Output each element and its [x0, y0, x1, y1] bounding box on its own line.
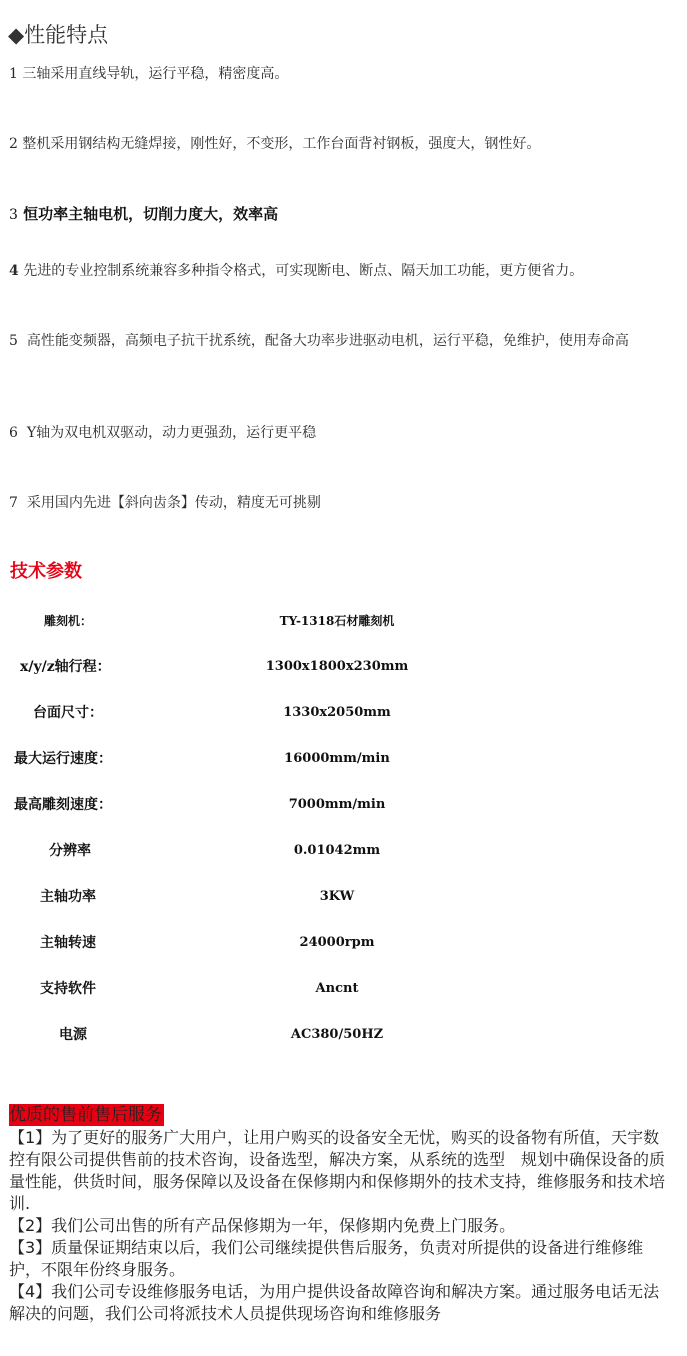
param-row	[0, 977, 687, 1001]
feature-item-7	[9, 492, 669, 514]
param-row	[0, 701, 687, 725]
param-row	[0, 655, 687, 679]
param-value: 0.01042mm	[293, 843, 381, 858]
feature-text: 恒功率主轴电机，切削力度大，效率高	[23, 205, 279, 223]
param-label: 台面尺寸：	[33, 705, 103, 721]
feature-number: 5	[9, 333, 18, 349]
feature-text: 先进的专业控制系统兼容多种指令格式，可实现断电、断点、隔天加工功能，更方便省力。	[23, 263, 584, 279]
param-row	[0, 609, 687, 633]
param-label: x/y/z轴行程：	[20, 659, 111, 675]
feature-item-5	[9, 330, 669, 352]
param-row	[0, 885, 687, 909]
param-row	[0, 1023, 687, 1047]
service-paragraph: 【2】我们公司出售的所有产品保修期为一年，保修期内免费上门服务。	[9, 1216, 516, 1235]
service-body	[9, 1127, 675, 1325]
param-value: 7000mm/min	[288, 797, 386, 812]
features-heading: ◆性能特点	[8, 23, 109, 47]
param-label: 最高雕刻速度：	[14, 797, 112, 813]
param-value: AC380/50HZ	[290, 1027, 384, 1042]
param-label: 主轴转速	[40, 935, 96, 951]
param-label: 最大运行速度：	[14, 751, 112, 767]
feature-text: 采用国内先进【斜向齿条】传动，精度无可挑剔	[26, 495, 321, 511]
feature-item-2	[9, 133, 669, 155]
feature-item-6	[9, 422, 669, 444]
feature-item-1	[9, 63, 669, 85]
feature-number: 7	[9, 495, 18, 511]
param-value: TY-1318石材雕刻机	[279, 614, 395, 628]
feature-text: 高性能变频器，高频电子抗干扰系统，配备大功率步进驱动电机，运行平稳，免维护，使用寿命高	[26, 333, 629, 349]
feature-number: 4	[9, 263, 19, 279]
param-value: 16000mm/min	[284, 751, 390, 766]
param-row	[0, 747, 687, 771]
feature-number: 2	[9, 136, 18, 152]
param-row	[0, 931, 687, 955]
params-heading: 技术参数	[10, 561, 82, 582]
param-label: 雕刻机：	[44, 614, 93, 628]
param-label: 电源	[59, 1027, 87, 1043]
param-value: 1330x2050mm	[283, 705, 391, 720]
feature-item-3	[9, 203, 669, 226]
param-value: Ancnt	[315, 981, 359, 996]
feature-text: 三轴采用直线导轨，运行平稳，精密度高。	[22, 66, 289, 82]
feature-text: 整机采用钢结构无缝焊接，刚性好，不变形，工作台面背衬钢板，强度大，钢性好。	[22, 136, 541, 152]
feature-number: 3	[9, 207, 18, 223]
feature-item-4	[9, 260, 669, 282]
param-value: 24000rpm	[299, 935, 375, 950]
service-paragraph: 【1】为了更好的服务广大用户，让用户购买的设备安全无忧，购买的设备物有所值，天宇数控有限公司提供售前的技术咨询，设备选型，解决方案，从系统的选型 规划中确保设备的质量性能，供货时间，服务保障以及设备在保修期内和保修期外的技术支持，维修服务和技术培训.	[9, 1128, 666, 1213]
feature-number: 6	[9, 425, 18, 441]
param-row	[0, 793, 687, 817]
param-label: 支持软件	[40, 981, 96, 997]
service-paragraph: 【4】我们公司专设维修服务电话，为用户提供设备故障咨询和解决方案。通过服务电话无法解决的问题，我们公司将派技术人员提供现场咨询和维修服务	[9, 1282, 660, 1323]
feature-number: 1	[9, 66, 18, 82]
param-row	[0, 839, 687, 863]
service-paragraph: 【3】质量保证期结束以后，我们公司继续提供售后服务，负责对所提供的设备进行维修维护，不限年份终身服务。	[9, 1238, 644, 1279]
param-label: 主轴功率	[40, 889, 96, 905]
param-value: 1300x1800x230mm	[265, 659, 409, 674]
service-heading: 优质的售前售后服务	[9, 1105, 162, 1125]
param-label: 分辨率	[49, 843, 91, 859]
param-value: 3KW	[319, 889, 355, 904]
feature-text: Y轴为双电机双驱动，动力更强劲，运行更平稳	[26, 425, 317, 441]
